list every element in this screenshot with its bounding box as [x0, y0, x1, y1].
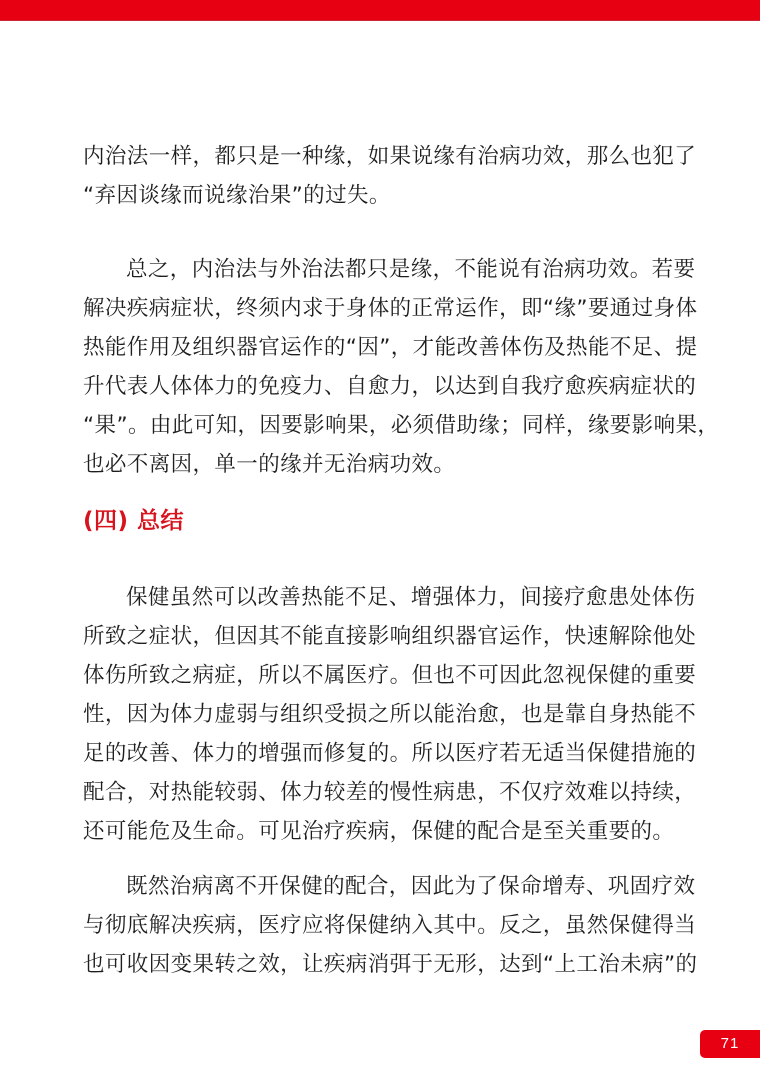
text-line: 保健虽然可以改善热能不足、增强体力，间接疗愈患处体伤 — [126, 585, 696, 610]
text-line: 热能作用及组织器官运作的“因”，才能改善体伤及热能不足、提 — [83, 335, 698, 360]
text-line: 体伤所致之病症，所以不属医疗。但也不可因此忽视保健的重要 — [83, 663, 697, 688]
text-line: 内治法一样，都只是一种缘，如果说缘有治病功效，那么也犯了 — [83, 144, 697, 169]
text-line: 也可收因变果转之效，让疾病消弭于无形，达到“上工治未病”的 — [83, 952, 698, 977]
text-line: “果”。由此可知，因要影响果，必须借助缘；同样，缘要影响果， — [83, 413, 720, 438]
paragraph-2 — [83, 250, 720, 484]
text-line: 还可能危及生命。可见治疗疾病，保健的配合是至关重要的。 — [83, 819, 675, 844]
text-line: 总之，内治法与外治法都只是缘，不能说有治病功效。若要 — [126, 257, 696, 282]
text-line: 性，因为体力虚弱与组织受损之所以能治愈，也是靠自身热能不 — [83, 702, 697, 727]
paragraph-4 — [83, 867, 698, 984]
top-red-bar — [0, 0, 760, 21]
text-line: 配合，对热能较弱、体力较差的慢性病患，不仅疗效难以持续， — [83, 780, 697, 805]
text-line: 所致之症状，但因其不能直接影响组织器官运作，快速解除他处 — [83, 624, 697, 649]
section-heading: (四) 总结 — [83, 508, 185, 534]
text-line: 升代表人体体力的免疫力、自愈力，以达到自我疗愈疾病症状的 — [83, 374, 697, 399]
paragraph-1 — [83, 137, 697, 215]
text-line: 足的改善、体力的增强而修复的。所以医疗若无适当保健措施的 — [83, 741, 697, 766]
text-line: 既然治病离不开保健的配合，因此为了保命增寿、巩固疗效 — [126, 874, 696, 899]
text-line: 与彻底解决疾病，医疗应将保健纳入其中。反之，虽然保健得当 — [83, 913, 697, 938]
paragraph-3 — [83, 578, 697, 851]
text-line: “弃因谈缘而说缘治果”的过失。 — [83, 183, 391, 208]
text-line: 也必不离因，单一的缘并无治病功效。 — [83, 452, 456, 477]
text-line: 解决疾病症状，终须内求于身体的正常运作，即“缘”要通过身体 — [83, 296, 698, 321]
page-number-badge: 71 — [700, 1030, 760, 1058]
